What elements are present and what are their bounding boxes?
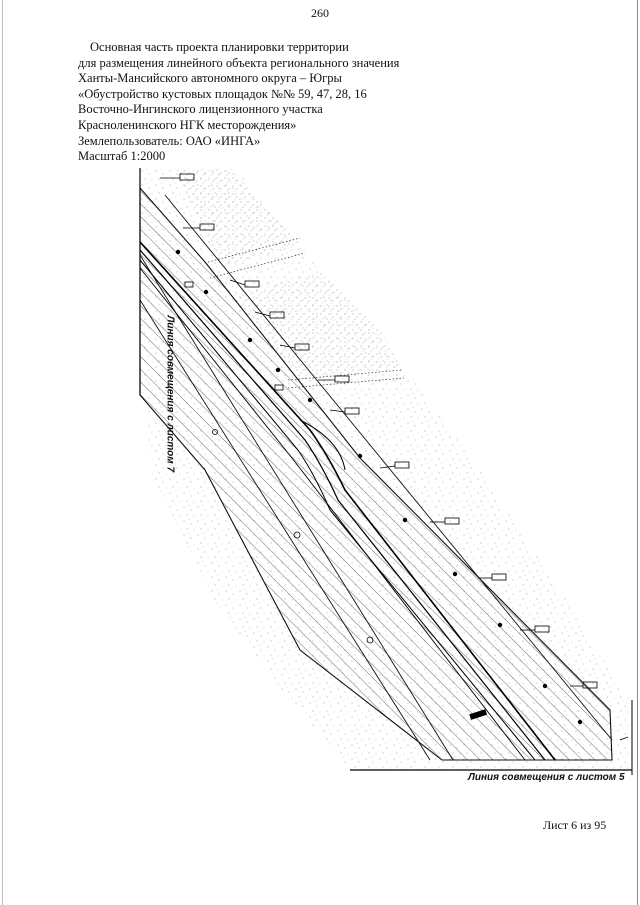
header-line: Масштаб 1:2000 — [78, 149, 166, 164]
match-line-label-bottom: Линия совмещения с листом 5 — [468, 772, 625, 783]
header-line: Землепользователь: ОАО «ИНГА» — [78, 133, 261, 148]
header-line: Красноленинского НГК месторождения» — [78, 117, 297, 132]
header-line: для размещения линейного объекта регионального значения — [78, 55, 400, 70]
sheet-number: Лист 6 из 95 — [543, 818, 607, 832]
header-line: «Обустройство кустовых площадок №№ 59, 47, 28, 16 — [78, 86, 367, 101]
header-line: Восточно-Ингинского лицензионного участка — [78, 102, 323, 117]
header-line: Ханты-Мансийского автономного округа – Югры — [78, 71, 342, 86]
match-line-label-left: Линия совмещения с листом 7 — [164, 315, 176, 473]
page-number: 260 — [311, 6, 329, 20]
header-line: Основная часть проекта планировки территории — [90, 40, 349, 54]
